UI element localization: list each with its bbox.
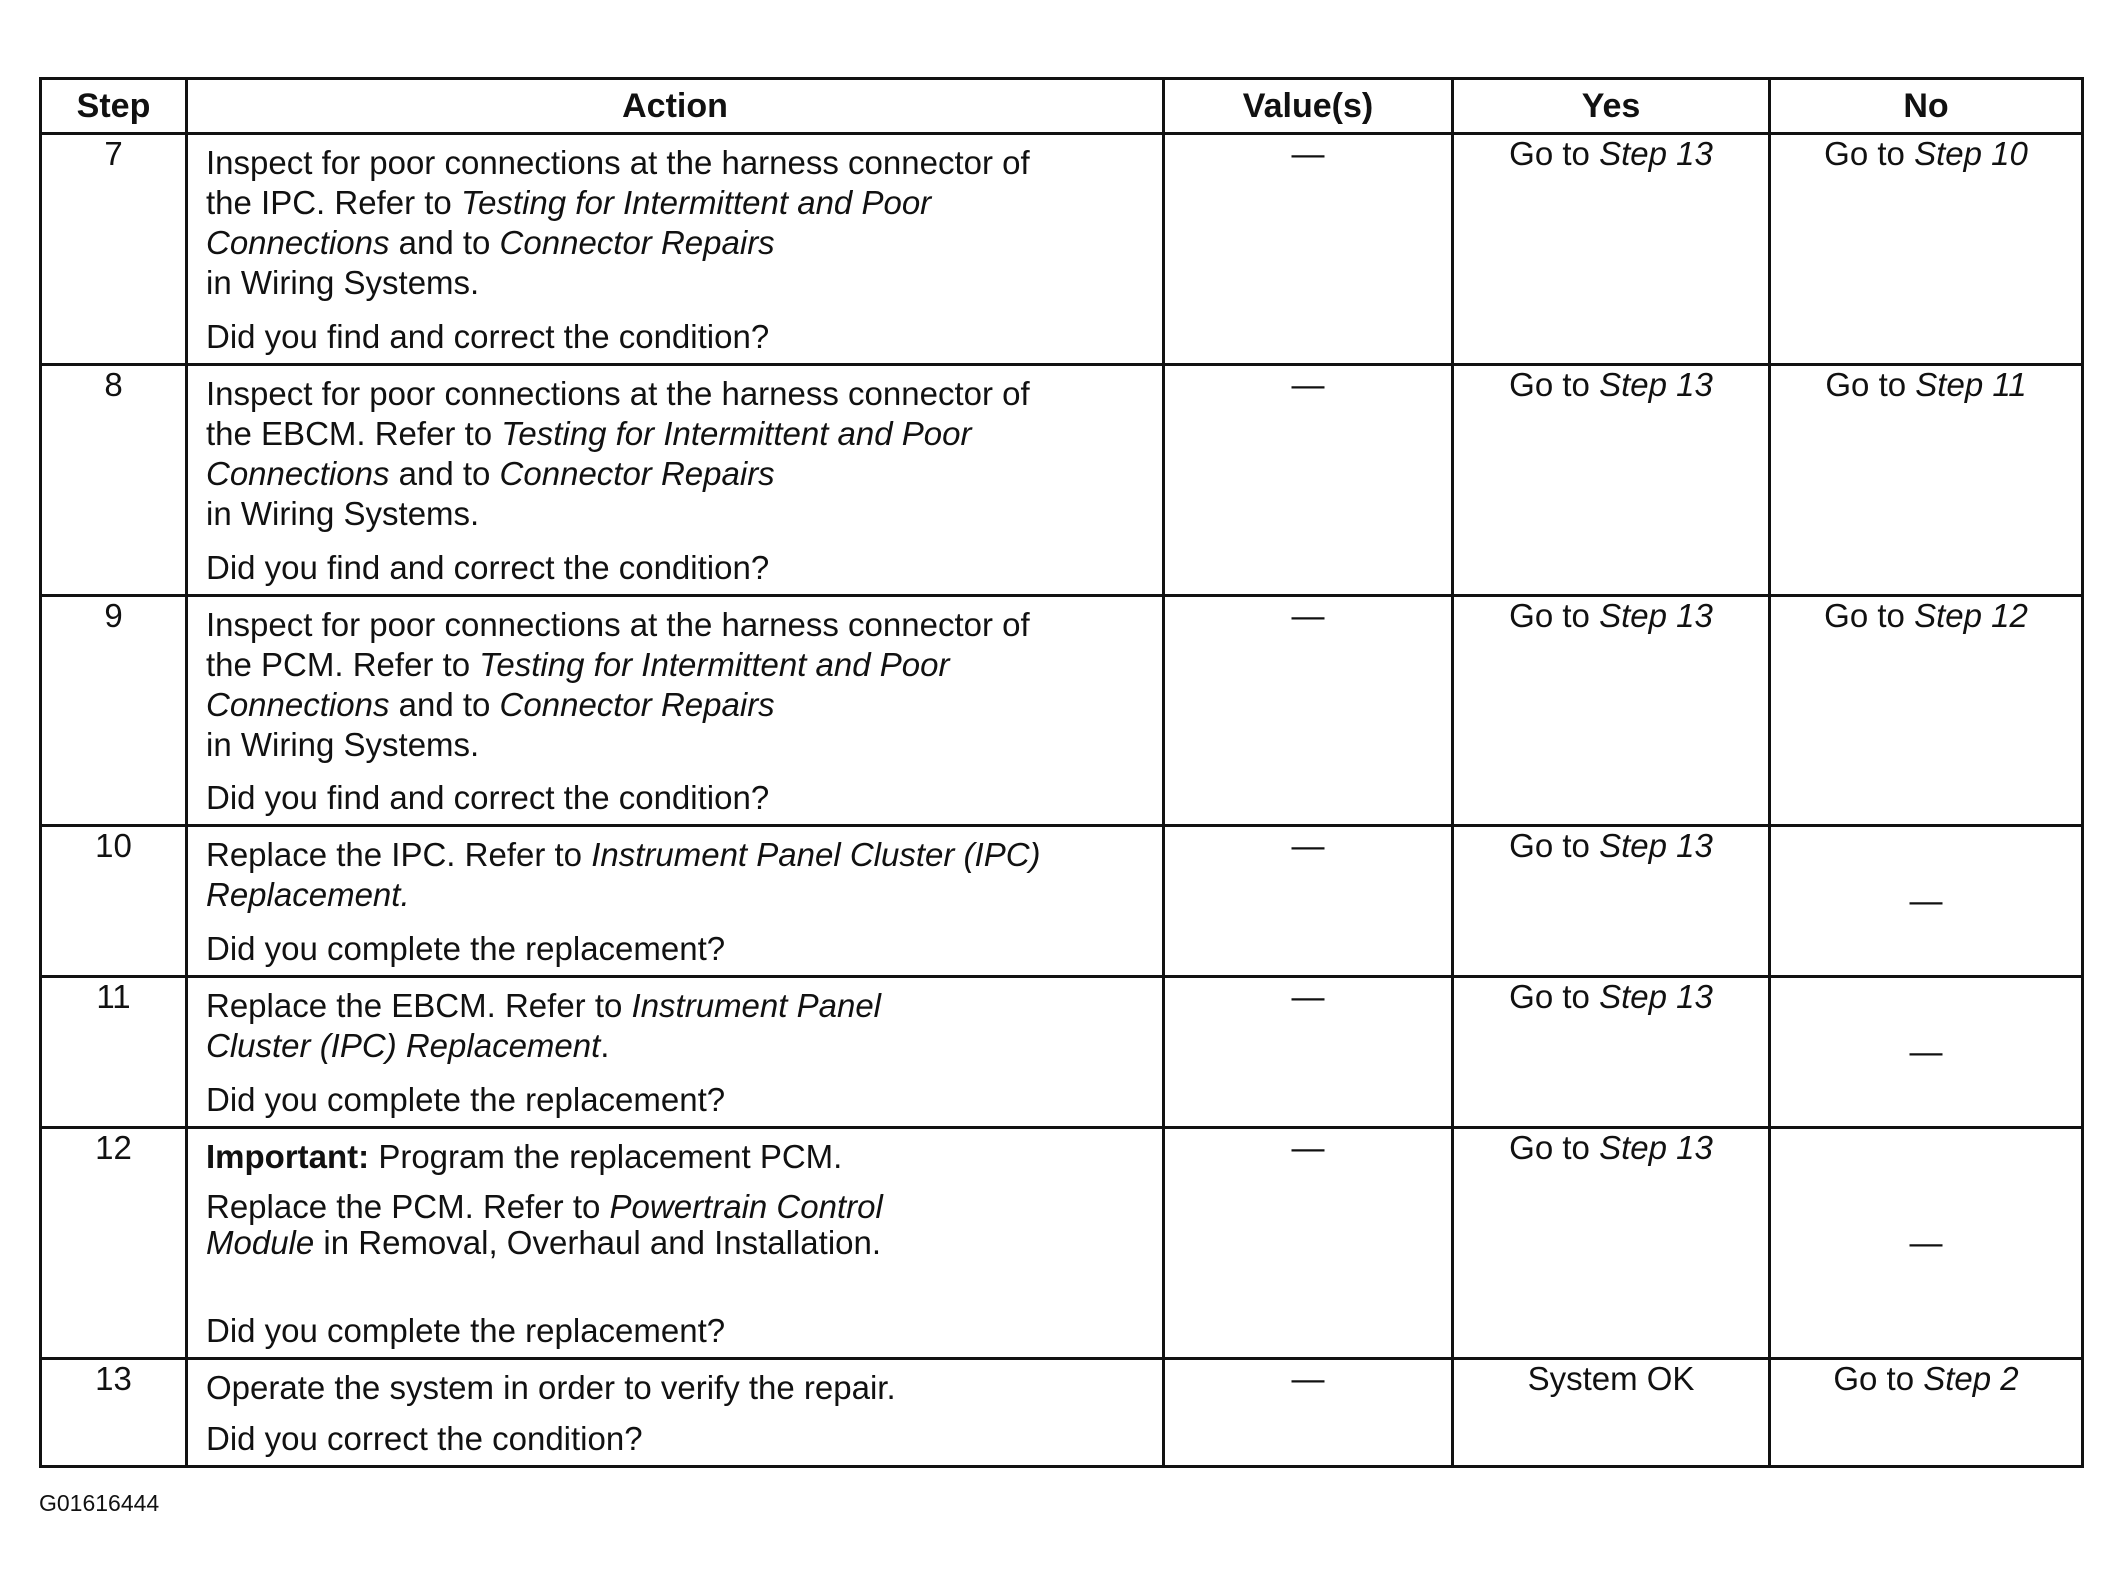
value-cell: —: [1164, 1128, 1453, 1358]
important-note: Important: Program the replacement PCM.: [206, 1138, 843, 1176]
value-cell: —: [1164, 134, 1453, 365]
step-number: 11: [41, 977, 187, 1128]
header-values: Value(s): [1164, 79, 1453, 134]
action-question: Did you find and correct the condition?: [206, 779, 770, 817]
header-row: [41, 79, 2083, 134]
no-cell: Go to Step 2: [1770, 1358, 2083, 1466]
action-question: Did you find and correct the condition?: [206, 548, 770, 586]
action-cell: [187, 977, 1164, 1128]
step-number: 10: [41, 826, 187, 977]
no-cell: —: [1770, 826, 2083, 977]
action-cell: [187, 134, 1164, 365]
yes-cell: Go to Step 13: [1453, 134, 1770, 365]
table-row: [41, 826, 2083, 977]
action-cell: [187, 365, 1164, 595]
yes-cell: Go to Step 13: [1453, 826, 1770, 977]
table-row: [41, 977, 2083, 1128]
table-row: [41, 1358, 2083, 1466]
action-instruction: Inspect for poor connections at the harness connector of the EBCM. Refer to Testing for Intermittent and Poor Connections and to Connector Repairs in Wiring Systems.: [206, 375, 1030, 533]
table-row: [41, 1128, 2083, 1358]
action-question: Did you complete the replacement?: [206, 930, 726, 968]
no-cell: —: [1770, 1128, 2083, 1358]
header-yes: Yes: [1453, 79, 1770, 134]
step-number: 12: [41, 1128, 187, 1358]
no-cell: Go to Step 11: [1770, 365, 2083, 595]
step-number: 8: [41, 365, 187, 595]
step-number: 7: [41, 134, 187, 365]
action-question: Did you complete the replacement?: [206, 1081, 726, 1119]
yes-cell: Go to Step 13: [1453, 977, 1770, 1128]
table-row: [41, 134, 2083, 365]
action-instruction: Inspect for poor connections at the harness connector of the PCM. Refer to Testing for Intermittent and Poor Connections and to Connector Repairs in Wiring Systems.: [206, 605, 1030, 763]
diagnostic-table: [39, 77, 2084, 1468]
action-question: Did you correct the condition?: [206, 1420, 643, 1457]
action-question: Did you find and correct the condition?: [206, 318, 770, 356]
no-cell: Go to Step 12: [1770, 595, 2083, 825]
action-instruction: Replace the EBCM. Refer to Instrument Panel Cluster (IPC) Replacement.: [206, 987, 881, 1065]
value-cell: —: [1164, 595, 1453, 825]
yes-cell: Go to Step 13: [1453, 365, 1770, 595]
header-no: No: [1770, 79, 2083, 134]
no-cell: —: [1770, 977, 2083, 1128]
ref-link: Testing for Intermittent and Poor: [460, 184, 932, 222]
action-cell: [187, 826, 1164, 977]
action-question: Did you complete the replacement?: [206, 1311, 726, 1349]
action-cell: [187, 1358, 1164, 1466]
yes-cell: Go to Step 13: [1453, 595, 1770, 825]
value-cell: —: [1164, 826, 1453, 977]
step-number: 9: [41, 595, 187, 825]
value-cell: —: [1164, 365, 1453, 595]
value-cell: —: [1164, 1358, 1453, 1466]
action-cell: [187, 1128, 1164, 1358]
yes-cell: System OK: [1453, 1358, 1770, 1466]
action-cell: [187, 595, 1164, 825]
table-row: [41, 365, 2083, 595]
table-row: [41, 595, 2083, 825]
action-instruction: Inspect for poor connections at the harness connector of the IPC. Refer to Testing for Intermittent and Poor Connections and to Connector Repairs in Wiring Systems.: [206, 144, 1030, 302]
yes-cell: Go to Step 13: [1453, 1128, 1770, 1358]
figure-code: G01616444: [39, 1490, 160, 1516]
action-instruction: Operate the system in order to verify the repair.: [206, 1368, 896, 1406]
header-step: Step: [41, 79, 187, 134]
value-cell: —: [1164, 977, 1453, 1128]
no-cell: Go to Step 10: [1770, 134, 2083, 365]
action-instruction: Important: Program the replacement PCM. Replace the PCM. Refer to Powertrain Control Module in Removal, Overhaul and Installation.: [206, 1137, 1152, 1261]
step-number: 13: [41, 1358, 187, 1466]
header-action: Action: [187, 79, 1164, 134]
action-instruction: Replace the IPC. Refer to Instrument Panel Cluster (IPC) Replacement.: [206, 836, 1041, 914]
